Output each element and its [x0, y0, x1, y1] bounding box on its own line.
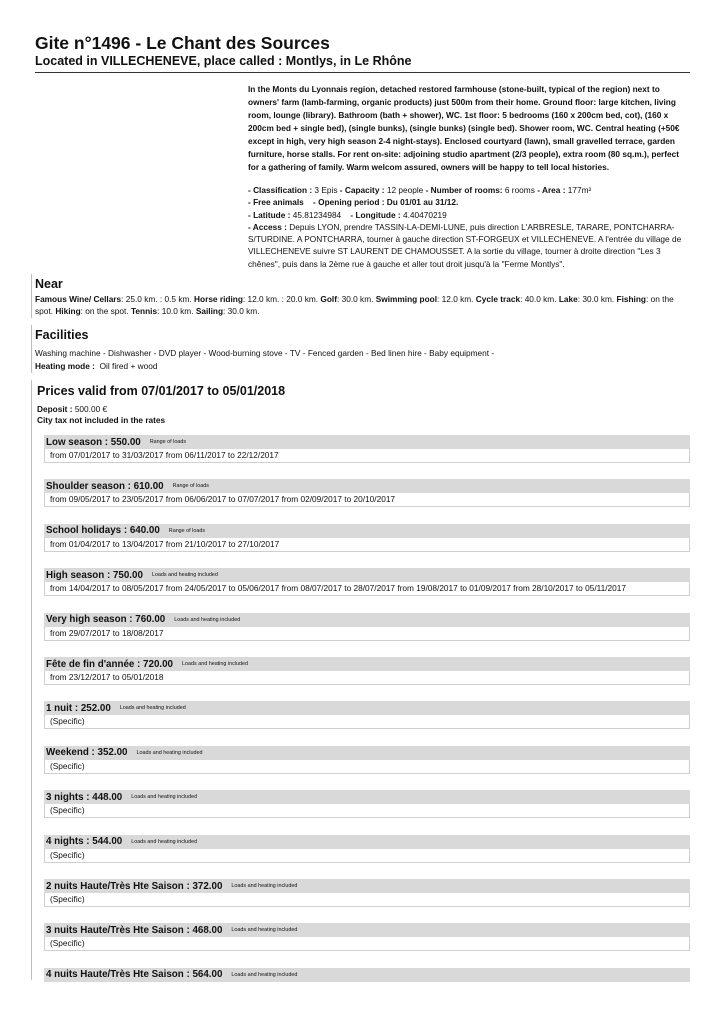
latitude-label: - Latitude :: [248, 209, 291, 220]
season-row: [44, 479, 690, 507]
season-dates: from 07/01/2017 to 31/03/2017 from 06/11/2017 to 22/12/2017: [44, 449, 690, 463]
season-name-price: 3 nuits Haute/Très Hte Saison : 468.00: [46, 924, 223, 936]
season-name-price: Low season : 550.00: [46, 436, 141, 448]
season-header: [44, 790, 690, 804]
season-dates: (Specific): [44, 715, 690, 729]
season-note: Loads and heating included: [231, 927, 298, 934]
season-note: Range of loads: [149, 439, 187, 445]
season-row: [44, 613, 690, 641]
season-row: [44, 746, 690, 774]
near-item-label: Tennis: [130, 305, 158, 316]
season-note: Loads and heating included: [119, 705, 186, 712]
near-item-value: : 10.0 km.: [157, 305, 194, 316]
near-item-label: Fishing: [616, 294, 646, 304]
heating-value: Oil fired + wood: [99, 361, 158, 371]
heating-label: Heating mode :: [35, 361, 95, 371]
season-row: [44, 835, 690, 863]
city-tax-note: [37, 415, 165, 426]
season-header: [44, 524, 690, 538]
description-block: [248, 83, 690, 269]
season-header: [44, 657, 690, 671]
season-dates: (Specific): [44, 804, 690, 818]
season-row: [44, 790, 690, 818]
access-label: - Access :: [248, 221, 287, 232]
city-tax-text: City tax not included in the rates: [37, 414, 166, 425]
attributes-line-2: [248, 196, 690, 208]
near-item-value: : on the spot.: [35, 294, 674, 316]
season-name-price: 1 nuit : 252.00: [46, 702, 111, 714]
season-header: [44, 968, 690, 982]
header-divider: [35, 72, 690, 73]
near-item-value: : 12.0 km.: [437, 294, 474, 304]
season-name-price: 4 nights : 544.00: [46, 836, 123, 848]
season-dates: from 23/12/2017 to 05/01/2018: [44, 671, 690, 685]
near-item-label: Famous Wine/ Cellars: [35, 294, 122, 304]
near-item-value: : 12.0 km. : 20.0 km.: [242, 294, 319, 304]
season-dates: from 14/04/2017 to 08/05/2017 from 24/05/2017 to 05/06/2017 from 08/07/2017 to 28/07/2017 from 19/08/2017 to 01/09/2017 from 28/10/2017 to 05/11/2017: [44, 582, 690, 596]
near-item-value: : 30.0 km.: [223, 305, 260, 316]
classification-value: 3 Epis: [314, 185, 338, 195]
near-heading: Near: [35, 277, 63, 291]
prices-side-rule: [31, 380, 32, 980]
season-name-price: Shoulder season : 610.00: [46, 480, 164, 492]
deposit-value: 500.00 €: [74, 404, 108, 414]
attributes-line-3: [248, 209, 690, 221]
area-value: 177m²: [567, 185, 592, 195]
season-name-price: Very high season : 760.00: [46, 614, 166, 626]
near-item-label: Swimming pool: [375, 294, 438, 304]
season-row: [44, 879, 690, 907]
season-row: [44, 923, 690, 951]
season-header: [44, 879, 690, 893]
facilities-heading: Facilities: [35, 328, 89, 342]
near-item-label: Horse riding: [194, 294, 243, 304]
heating-line: [35, 360, 690, 373]
near-item-label: Golf: [320, 294, 337, 304]
season-dates: from 29/07/2017 to 18/08/2017: [44, 627, 690, 641]
capacity-value: 12 people: [386, 185, 424, 195]
longitude-value: 4.40470219: [402, 209, 447, 220]
season-header: [44, 568, 690, 582]
animals-info: - Free animals: [248, 197, 304, 208]
season-header: [44, 479, 690, 493]
season-dates: (Specific): [44, 849, 690, 863]
season-name-price: 2 nuits Haute/Très Hte Saison : 372.00: [46, 880, 223, 892]
season-name-price: 3 nights : 448.00: [46, 791, 123, 803]
season-note: Loads and heating included: [131, 794, 198, 801]
season-dates: (Specific): [44, 937, 690, 951]
access-directions: Depuis LYON, prendre TASSIN-LA-DEMI-LUNE, puis direction L'ARBRESLE, TARARE, PONTCHARRA-S/TURDINE. A PONTCHARRA, tourner à gauche direction ST-FORGEUX et VILLECHENEVE. A l'entrée du village de VILLECHENEVE suivre ST LAURENT DE CHAMOUSSET. A la sortie du village, tourner à droite direction "Les 3 chênes", puis dans la 2ème rue à gauche et aller tout droit jusqu'à la "Ferme Montlys".: [248, 221, 682, 269]
season-dates: (Specific): [44, 893, 690, 907]
prices-title: Prices valid from 07/01/2017 to 05/01/2018: [37, 384, 286, 398]
season-row: [44, 657, 690, 685]
season-header: [44, 435, 690, 449]
near-item-label: Cycle track: [475, 294, 521, 304]
season-name-price: Fête de fin d'année : 720.00: [46, 658, 174, 670]
season-dates: from 01/04/2017 to 13/04/2017 from 21/10/2017 to 27/10/2017: [44, 538, 690, 552]
classification-label: - Classification :: [248, 185, 313, 195]
facilities-block: [35, 347, 690, 373]
rooms-value: 6 rooms: [504, 185, 535, 195]
season-header: [44, 746, 690, 760]
near-item-value: : 25.0 km. : 0.5 km.: [121, 294, 192, 304]
attributes-line-1: [248, 184, 690, 196]
season-note: Loads and heating included: [231, 971, 298, 978]
near-item-value: : 40.0 km.: [520, 294, 557, 304]
near-item-value: : 30.0 km.: [336, 294, 374, 304]
season-note: Loads and heating included: [136, 749, 203, 756]
near-item-value: : on the spot.: [80, 305, 129, 316]
season-note: Range of loads: [168, 527, 206, 534]
season-note: Loads and heating included: [151, 572, 218, 579]
season-row: [44, 435, 690, 463]
near-item-label: Hiking: [55, 305, 81, 316]
season-row: [44, 524, 690, 552]
deposit-label: Deposit :: [37, 404, 73, 414]
facilities-list: Washing machine - Dishwasher - DVD player - Wood-burning stove - TV - Fenced garden - Bed linen hire - Baby equipment -: [35, 348, 495, 358]
page-subtitle: Located in VILLECHENEVE, place called : Montlys, in Le Rhône: [35, 54, 412, 68]
near-side-rule: [31, 274, 32, 318]
season-header: [44, 923, 690, 937]
season-header: [44, 701, 690, 715]
rooms-label: - Number of rooms:: [425, 185, 503, 195]
longitude-label: - Longitude :: [350, 209, 401, 220]
property-attributes: [248, 184, 690, 270]
deposit-block: [37, 404, 165, 425]
season-note: Loads and heating included: [182, 661, 248, 667]
near-item-value: : 30.0 km.: [577, 294, 615, 304]
season-note: Loads and heating included: [231, 883, 298, 889]
near-item-label: Lake: [558, 294, 578, 304]
area-label: - Area :: [537, 185, 566, 195]
page-title: Gite n°1496 - Le Chant des Sources: [35, 33, 330, 53]
capacity-label: - Capacity :: [339, 185, 385, 195]
near-item-label: Sailing: [195, 305, 224, 316]
season-header: [44, 835, 690, 849]
season-header: [44, 613, 690, 627]
season-dates: (Specific): [44, 760, 690, 774]
season-row: [44, 568, 690, 596]
season-note: Loads and heating included: [174, 616, 241, 623]
season-name-price: Weekend : 352.00: [46, 747, 128, 759]
season-note: Range of loads: [172, 483, 209, 490]
season-note: Loads and heating included: [131, 838, 198, 845]
season-name-price: High season : 750.00: [46, 569, 143, 581]
attributes-line-4: [248, 221, 690, 270]
season-row: [44, 701, 690, 729]
deposit-line: [37, 404, 165, 415]
opening-period: - Opening period : Du 01/01 au 31/12.: [313, 197, 459, 208]
season-dates: from 09/05/2017 to 23/05/2017 from 06/06/2017 to 07/07/2017 from 02/09/2017 to 20/10/2017: [44, 493, 690, 507]
season-row: [44, 968, 690, 982]
near-list: [35, 294, 690, 317]
season-name-price: School holidays : 640.00: [46, 525, 160, 537]
season-name-price: 4 nuits Haute/Très Hte Saison : 564.00: [46, 969, 223, 981]
facilities-side-rule: [31, 325, 32, 373]
property-description: In the Monts du Lyonnais region, detached restored farmhouse (stone-built, typical of the region) next to owners' farm (lamb-farming, organic products) just 500m from their home. Ground floor: large kitchen, living room, lounge (library). Bathroom (bath + shower), WC. 1st floor: 5 bedrooms (160 x 200cm bed, cot), (160 x 200cm bed + single bed), (single bunks), (single bunks) (single bed). Shower room, WC. Central heating (+50€ except in high, very high season 2-4 night-stays). Enclosed courtyard (lawn), small gravelled terrace, garden furniture, horse stalls. For rent on-site: adjoining studio apartment (2/3 people), extra room (80 sq.m.), perfect for a gathering of family. Warm welcom assured, owners will be happy to tell local histories.: [248, 84, 680, 172]
latitude-value: 45.81234984: [292, 209, 342, 220]
